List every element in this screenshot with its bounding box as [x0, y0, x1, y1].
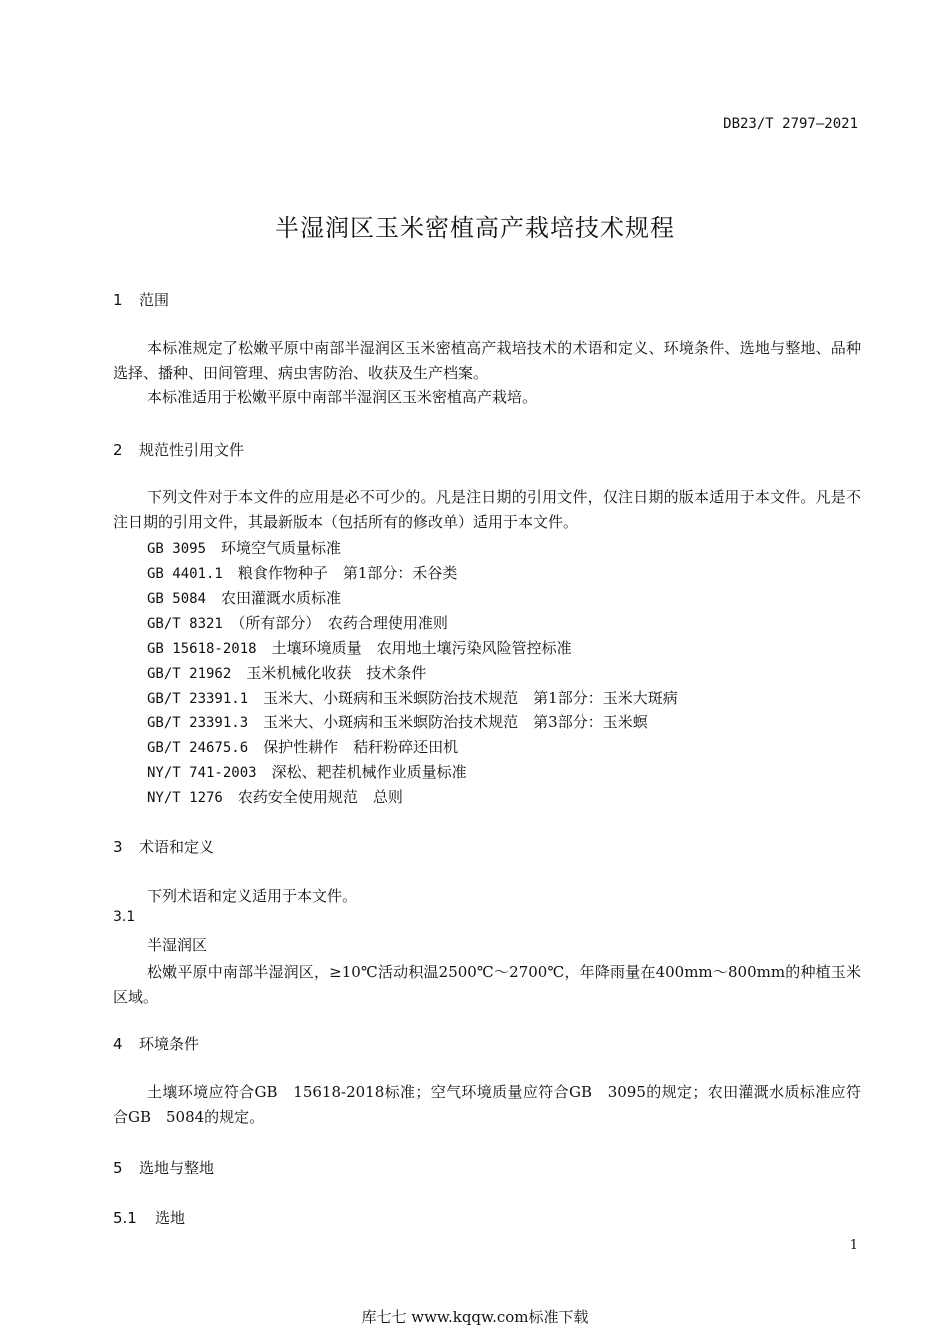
reference-item: GB/T 8321 （所有部分） 农药合理使用准则 [147, 614, 448, 632]
section-title: 术语和定义 [139, 838, 215, 856]
section-1-heading [113, 289, 169, 310]
section-title: 规范性引用文件 [139, 441, 245, 459]
page-number: 1 [849, 1238, 858, 1253]
section-number: 4 [113, 1035, 123, 1053]
section-number: 1 [113, 291, 123, 309]
section-number: 3 [113, 838, 123, 856]
section-1-paragraph-1: 本标准规定了松嫩平原中南部半湿润区玉米密植高产栽培技术的术语和定义、环境条件、选地与整地、品种选择、播种、田间管理、病虫害防治、收获及生产档案。 [113, 339, 861, 382]
reference-item: GB 3095 环境空气质量标准 [147, 539, 342, 557]
page-title: 半湿润区玉米密植高产栽培技术规程 [275, 214, 675, 242]
reference-item: GB/T 21962 玉米机械化收获 技术条件 [147, 664, 427, 682]
reference-item: GB/T 24675.6 保护性耕作 秸秆粉碎还田机 [147, 738, 459, 756]
subsection-number: 5.1 [113, 1209, 137, 1227]
reference-item: GB 5084 农田灌溉水质标准 [147, 589, 342, 607]
footer-watermark: 库七七 www.kqqw.com标准下载 [361, 1308, 589, 1326]
reference-item: GB 4401.1 粮食作物种子 第1部分：禾谷类 [147, 564, 458, 582]
section-number: 2 [113, 441, 123, 459]
subsection-5-1-heading [113, 1207, 185, 1228]
term-name: 半湿润区 [147, 936, 208, 954]
reference-item: GB/T 23391.3 玉米大、小斑病和玉米螟防治技术规范 第3部分：玉米螟 [147, 713, 648, 731]
section-title: 范围 [139, 291, 170, 309]
reference-item: GB/T 23391.1 玉米大、小斑病和玉米螟防治技术规范 第1部分：玉米大斑病 [147, 689, 678, 707]
section-4-paragraph: 土壤环境应符合GB 15618-2018标准；空气环境质量应符合GB 3095的规定；农田灌溉水质标准应符合GB 5084的规定。 [113, 1083, 861, 1126]
section-4-heading [113, 1033, 199, 1054]
section-1-paragraph-2: 本标准适用于松嫩平原中南部半湿润区玉米密植高产栽培。 [147, 388, 538, 406]
reference-item: NY/T 741-2003 深松、耙茬机械作业质量标准 [147, 763, 467, 781]
section-3-heading [113, 836, 214, 857]
section-number: 5 [113, 1159, 123, 1177]
subsection-title: 选地 [155, 1209, 186, 1227]
term-number: 3.1 [113, 909, 136, 925]
section-title: 环境条件 [139, 1035, 200, 1053]
section-2-heading [113, 439, 244, 460]
term-definition: 松嫩平原中南部半湿润区，≥10℃活动积温2500℃～2700℃，年降雨量在400mm～800mm的种植玉米区域。 [113, 963, 861, 1006]
reference-item: GB 15618-2018 土壤环境质量 农用地土壤污染风险管控标准 [147, 639, 572, 657]
section-2-intro: 下列文件对于本文件的应用是必不可少的。凡是注日期的引用文件，仅注日期的版本适用于本文件。凡是不注日期的引用文件，其最新版本（包括所有的修改单）适用于本文件。 [113, 488, 861, 531]
section-3-intro: 下列术语和定义适用于本文件。 [147, 887, 358, 905]
document-number: DB23/T 2797—2021 [723, 116, 858, 132]
section-5-heading [113, 1157, 214, 1178]
reference-item: NY/T 1276 农药安全使用规范 总则 [147, 788, 403, 806]
section-title: 选地与整地 [139, 1159, 215, 1177]
